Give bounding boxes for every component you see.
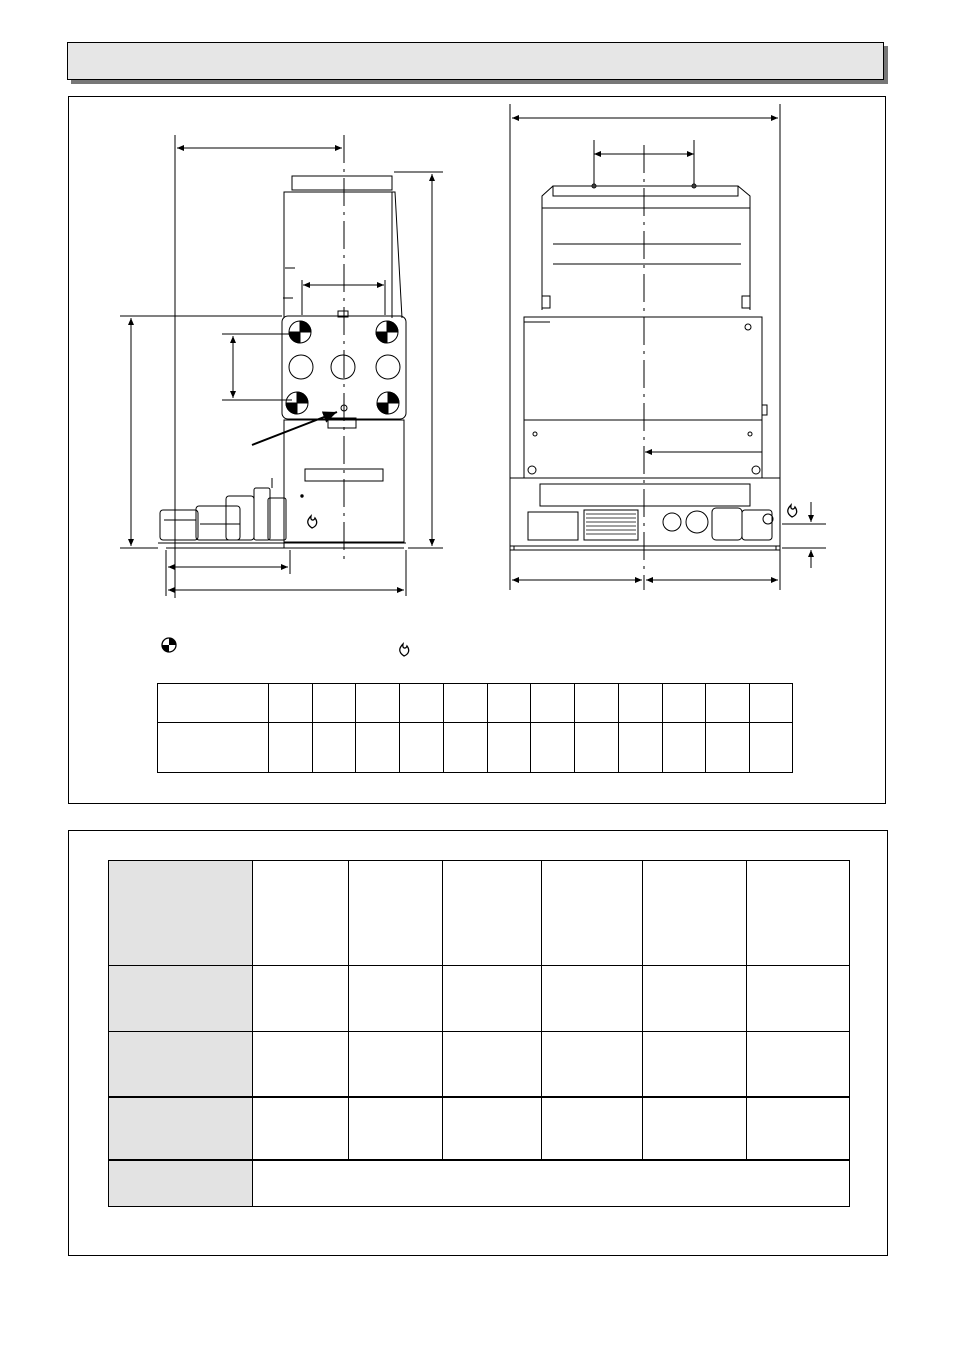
table-row [109,966,850,1032]
table-cell [662,684,706,723]
table-cell [662,723,706,773]
table-cell [349,966,443,1032]
table-cell [356,723,400,773]
table-row [158,684,793,723]
table-cell [312,723,356,773]
table-cell [268,684,312,723]
row-label [109,1097,253,1160]
table-cell [542,966,643,1032]
table-cell [349,1097,443,1160]
table-cell [253,1032,349,1097]
table-cell [542,1097,643,1160]
table-cell [158,723,269,773]
flow-return-symbol-icon [162,638,176,652]
table-cell [400,684,444,723]
front-view [510,104,826,590]
table-row [158,723,793,773]
table-cell [747,1032,850,1097]
flow-return-symbol-icon [286,321,399,414]
row-label [109,1032,253,1097]
table-cell [643,861,747,966]
table-cell [750,684,793,723]
specification-table [108,860,850,1207]
table-cell [747,966,850,1032]
table-cell [747,1097,850,1160]
table-cell [158,684,269,723]
table-cell [443,861,542,966]
table-cell [443,1032,542,1097]
table-cell [575,684,619,723]
table-cell [750,723,793,773]
table-cell [312,684,356,723]
table-cell-merged [253,1160,850,1207]
table-cell [253,966,349,1032]
table-cell [618,684,662,723]
table-cell [349,861,443,966]
table-cell [531,684,575,723]
table-row [109,861,850,966]
table-cell [443,1097,542,1160]
table-cell [618,723,662,773]
table-cell [400,723,444,773]
table-cell [531,723,575,773]
dimension-table [157,683,793,773]
table-cell [253,1097,349,1160]
table-cell [542,861,643,966]
row-label [109,1160,253,1207]
side-view [120,135,443,598]
table-cell [643,966,747,1032]
row-label [109,966,253,1032]
table-cell [443,966,542,1032]
table-cell [643,1097,747,1160]
table-row [109,1160,850,1207]
table-cell [487,723,531,773]
table-cell [747,861,850,966]
table-cell [706,723,750,773]
table-cell [575,723,619,773]
table-cell [268,723,312,773]
table-row [109,1097,850,1160]
table-cell [349,1032,443,1097]
table-cell [253,861,349,966]
table-cell [643,1032,747,1097]
table-row [109,1032,850,1097]
table-cell [542,1032,643,1097]
table-cell [706,684,750,723]
table-cell [443,723,487,773]
table-cell [443,684,487,723]
row-label [109,861,253,966]
table-cell [487,684,531,723]
table-cell [356,684,400,723]
